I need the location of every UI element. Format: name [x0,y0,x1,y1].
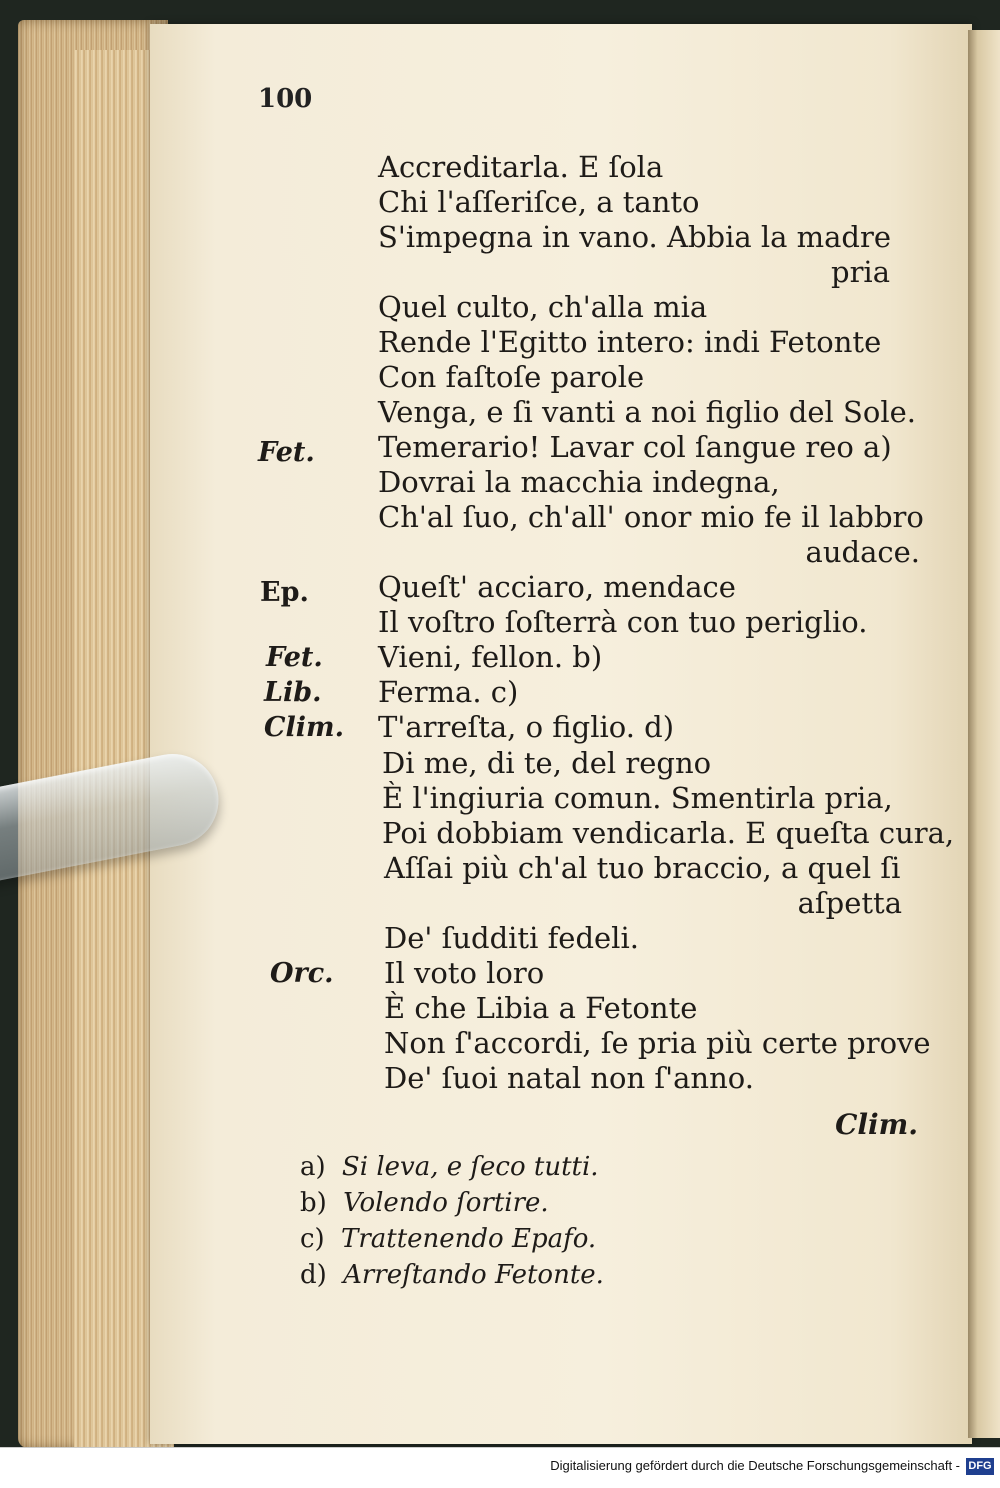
verse-line: Accreditarla. E ſola [378,150,664,184]
catchword: Clim. [835,1108,918,1141]
speaker-lib: Lib. [264,677,322,708]
verse-line-continuation: pria [831,255,890,289]
verse-line: Il voſtro ſoſterrà con tuo periglio. [378,605,868,639]
verse-line: Queſt' acciaro, mendace [378,570,736,604]
footnote [300,1188,549,1218]
verse-line: T'arreſta, o figlio. d) [378,710,675,744]
footnote [300,1260,604,1290]
verse-line: È l'ingiuria comun. Smentirla pria, [382,781,893,815]
verse-line: De' ſudditi fedeli. [384,921,639,955]
verse-line: Chi l'aſſeriſce, a tanto [378,185,700,219]
verse-line-continuation: aſpetta [797,886,902,920]
footnote-text: Volendo ſortire. [343,1188,549,1218]
verse-line: Il voto loro [384,956,545,990]
footnote-mark: d) [300,1260,327,1290]
verse-line: Temerario! Lavar col ſangue reo a) [378,430,892,464]
footnote-text: Si leva, e ſeco tutti. [341,1152,599,1182]
verse-line: Ch'al ſuo, ch'all' onor mio fe il labbro [378,500,924,534]
verse-line: Rende l'Egitto intero: indi Fetonte [378,325,882,359]
verse-line: È che Libia a Fetonte [384,991,698,1025]
verse-line: Vieni, fellon. b) [378,640,603,674]
verse-line: Poi dobbiam vendicarla. E queſta cura, [382,816,955,850]
footnote-text: Arreſtando Fetonte. [343,1260,604,1290]
book-page-edges [18,20,168,1448]
verse-line: Ferma. c) [378,675,519,709]
verse-line: Con faſtoſe parole [378,360,645,394]
footnote-mark: c) [300,1224,325,1254]
digitization-footer [0,1447,1000,1488]
verse-line: Dovrai la macchia indegna, [378,465,780,499]
speaker-ep: Ep. [260,577,309,608]
page-number: 100 [258,84,313,114]
verse-line: Aſſai più ch'al tuo braccio, a quel ſi [384,851,901,885]
footnote-mark: a) [300,1152,326,1182]
speaker-fet: Fet. [266,642,323,673]
verse-line-continuation: audace. [805,535,920,569]
verse-line: Non ſ'accordi, ſe pria più certe prove [384,1026,931,1060]
footnote-text: Trattenendo Epafo. [340,1224,597,1254]
verse-line: Quel culto, ch'alla mia [378,290,708,324]
footnote-mark: b) [300,1188,327,1218]
footer-credit: Digitalisierung gefördert durch die Deutsche Forschungsgemeinschaft - [550,1458,960,1473]
page-gutter [968,30,1000,1438]
dfg-logo: DFG [966,1458,994,1475]
verse-line: Venga, e ſi vanti a noi figlio del Sole. [378,395,916,429]
speaker-fet: Fet. [258,437,315,468]
verse-line: Di me, di te, del regno [382,746,712,780]
verse-line: S'impegna in vano. Abbia la madre [378,220,892,254]
footnote [300,1152,599,1182]
speaker-orc: Orc. [270,958,334,989]
speaker-clim: Clim. [264,712,344,743]
verse-line: De' ſuoi natal non ſ'anno. [384,1061,754,1095]
footnote [300,1224,596,1254]
